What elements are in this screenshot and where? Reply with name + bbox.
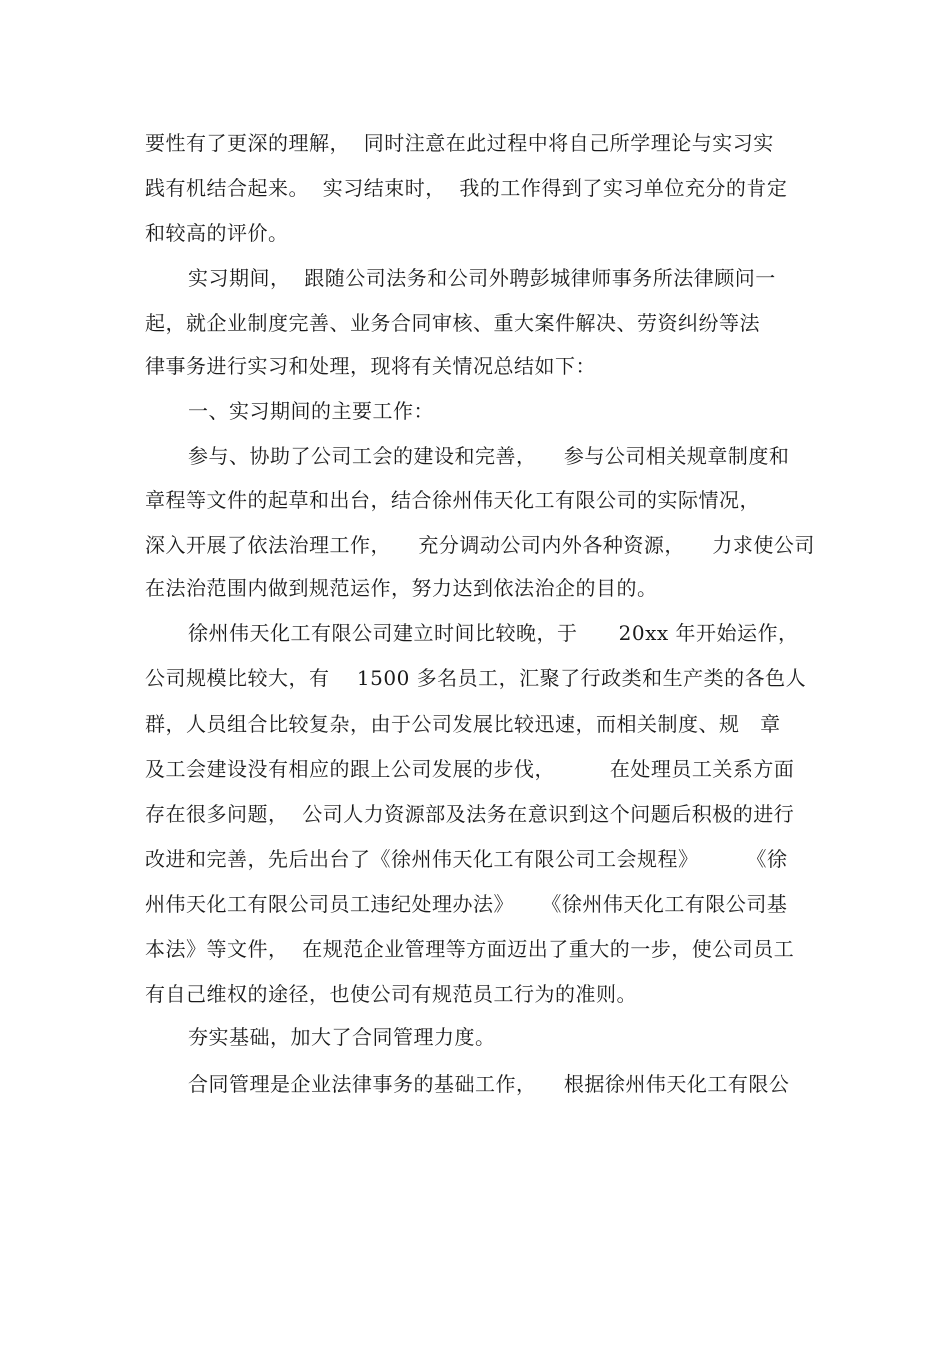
text-line: 存在很多问题， 公司人力资源部及法务在意识到这个问题后积极的进行 — [145, 802, 795, 826]
paragraph-start: 徐州伟天化工有限公司建立时间比较晚，于 20xx 年开始运作， — [188, 621, 799, 645]
text-line: 有自己维权的途径，也使公司有规范员工行为的准则。 — [145, 982, 637, 1006]
text-line: 州伟天化工有限公司员工违纪处理办法》 《徐州伟天化工有限公司基 — [145, 892, 788, 916]
text-line: 及工会建设没有相应的跟上公司发展的步伐， 在处理员工关系方面 — [145, 757, 795, 781]
text-line: 践有机结合起来。 实习结束时， 我的工作得到了实习单位充分的肯定 — [145, 176, 788, 200]
text-line: 和较高的评价。 — [145, 221, 289, 245]
text-line: 章程等文件的起草和出台，结合徐州伟天化工有限公司的实际情况， — [145, 488, 760, 512]
paragraph-start: 实习期间， 跟随公司法务和公司外聘彭城律师事务所法律顾问一 — [188, 266, 776, 290]
text-line: 起，就企业制度完善、业务合同审核、重大案件解决、劳资纠纷等法 — [145, 311, 760, 335]
text-line: 要性有了更深的理解， 同时注意在此过程中将自己所学理论与实习实 — [145, 131, 774, 155]
section-heading: 一、实习期间的主要工作： — [188, 399, 434, 423]
text-line: 深入开展了依法治理工作， 充分调动公司内外各种资源， 力求使公司 — [145, 533, 815, 557]
text-line: 本法》等文件， 在规范企业管理等方面迈出了重大的一步，使公司员工 — [145, 937, 795, 961]
paragraph-start: 夯实基础，加大了合同管理力度。 — [188, 1025, 496, 1049]
text-line: 群，人员组合比较复杂，由于公司发展比较迅速，而相关制度、规 章 — [145, 712, 781, 736]
text-line: 改进和完善，先后出台了《徐州伟天化工有限公司工会规程》 《徐 — [145, 847, 788, 871]
text-line: 在法治范围内做到规范运作，努力达到依法治企的目的。 — [145, 576, 658, 600]
text-line: 律事务进行实习和处理，现将有关情况总结如下： — [145, 354, 596, 378]
text-line: 公司规模比较大，有 1500 多名员工，汇聚了行政类和生产类的各色人 — [145, 666, 807, 690]
paragraph-start: 合同管理是企业法律事务的基础工作， 根据徐州伟天化工有限公 — [188, 1072, 790, 1096]
paragraph-start: 参与、协助了公司工会的建设和完善， 参与公司相关规章制度和 — [188, 444, 790, 468]
